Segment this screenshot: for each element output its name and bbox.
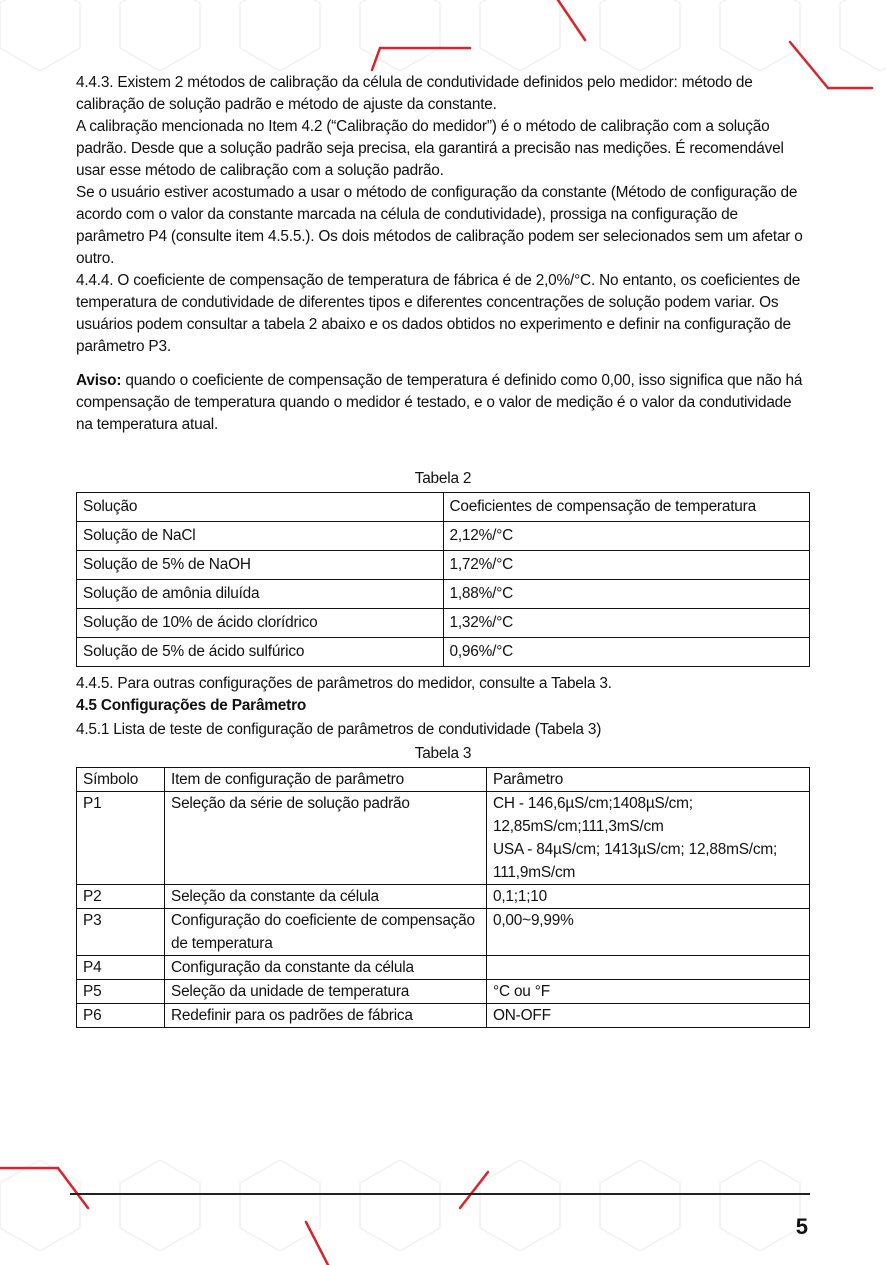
table-cell: 2,12%/°C: [443, 522, 810, 551]
page-content: [76, 72, 810, 1028]
paragraph-4-4-5: 4.4.5. Para outras configurações de parâmetros do medidor, consulte a Tabela 3.: [76, 675, 612, 692]
table-cell: Redefinir para os padrões de fábrica: [165, 1004, 487, 1028]
table-row: [77, 980, 810, 1004]
table-cell: Seleção da unidade de temperatura: [165, 980, 487, 1004]
table-2: [76, 492, 810, 667]
table-cell: 0,00~9,99%: [487, 909, 810, 956]
table-row: [77, 956, 810, 980]
table-cell: [487, 956, 810, 980]
table-row: [77, 638, 810, 667]
table-row: [77, 792, 810, 885]
table3-caption: Tabela 3: [414, 745, 472, 762]
table-row: [77, 885, 810, 909]
section-subtitle: 4.5.1 Lista de teste de configuração de parâmetros de condutividade (Tabela 3): [76, 721, 602, 738]
table-cell: Seleção da constante da célula: [165, 885, 487, 909]
table-cell: P1: [77, 792, 165, 885]
warning-label: Aviso:: [76, 372, 122, 389]
table3-header-item: Item de configuração de parâmetro: [165, 768, 487, 792]
table-cell: CH - 146,6µS/cm;1408µS/cm; 12,85mS/cm;111,3mS/cm USA - 84µS/cm; 1413µS/cm; 12,88mS/cm; 111,9mS/cm: [487, 792, 810, 885]
table3-header-symbol: Símbolo: [77, 768, 165, 792]
table-cell: 1,72%/°C: [443, 551, 810, 580]
table-cell: Solução de 5% de ácido sulfúrico: [77, 638, 444, 667]
table-row: [77, 909, 810, 956]
paragraph-calibration-standard: A calibração mencionada no Item 4.2 (“Calibração do medidor”) é o método de calibração com a solução padrão. Desde que a solução padrão seja precisa, ela garantirá a precisão nas medições. É recomendável usar esse método de calibração com a solução padrão.: [76, 118, 784, 179]
table-cell: Seleção da série de solução padrão: [165, 792, 487, 885]
table-cell: Configuração da constante da célula: [165, 956, 487, 980]
table-cell: P6: [77, 1004, 165, 1028]
table2-header-coefficient: Coeficientes de compensação de temperatura: [443, 493, 810, 522]
table-row: [77, 580, 810, 609]
table-header-row: [77, 493, 810, 522]
paragraph-constant-method: Se o usuário estiver acostumado a usar o método de configuração da constante (Método de configuração de acordo com o valor da constante marcada na célula de condutividade), prossiga na configuração de parâmetro P4 (consulte item 4.5.5.). Os dois métodos de calibração podem ser selecionados sem um afetar o outro.: [76, 184, 803, 267]
table-cell: P3: [77, 909, 165, 956]
warning-text: quando o coeficiente de compensação de temperatura é definido como 0,00, isso significa que não há compensação de temperatura quando o medidor é testado, e o valor de medição é o valor da condutividade na temperatura atual.: [76, 372, 803, 433]
table-cell: 1,88%/°C: [443, 580, 810, 609]
table-cell: 0,1;1;10: [487, 885, 810, 909]
paragraph-4-4-4: 4.4.4. O coeficiente de compensação de temperatura de fábrica é de 2,0%/°C. No entanto, os coeficientes de temperatura de condutividade de diferentes tipos e diferentes concentrações de solução podem variar. Os usuários podem consultar a tabela 2 abaixo e os dados obtidos no experimento e definir na configuração de parâmetro P3.: [76, 272, 801, 355]
page-number: 5: [795, 1214, 808, 1239]
table-cell: Solução de amônia diluída: [77, 580, 444, 609]
table2-caption: Tabela 2: [414, 470, 472, 487]
section-title: 4.5 Configurações de Parâmetro: [76, 697, 307, 714]
table-cell: Solução de 10% de ácido clorídrico: [77, 609, 444, 638]
table-cell: Solução de 5% de NaOH: [77, 551, 444, 580]
table-cell: °C ou °F: [487, 980, 810, 1004]
paragraph-4-4-3: 4.4.3. Existem 2 métodos de calibração da célula de condutividade definidos pelo medidor: método de calibração de solução padrão e método de ajuste da constante.: [76, 74, 753, 113]
table-header-row: [77, 768, 810, 792]
table-cell: Solução de NaCl: [77, 522, 444, 551]
table-cell: P4: [77, 956, 165, 980]
table-cell: P2: [77, 885, 165, 909]
table2-header-solution: Solução: [77, 493, 444, 522]
table-row: [77, 1004, 810, 1028]
table-row: [77, 551, 810, 580]
table3-header-parameter: Parâmetro: [487, 768, 810, 792]
table-row: [77, 609, 810, 638]
table-cell: ON-OFF: [487, 1004, 810, 1028]
table-cell: 0,96%/°C: [443, 638, 810, 667]
table-cell: Configuração do coeficiente de compensação de temperatura: [165, 909, 487, 956]
footer-divider: [70, 1193, 810, 1195]
warning-paragraph: [76, 370, 810, 436]
table-3: [76, 767, 810, 1028]
table-cell: P5: [77, 980, 165, 1004]
table-row: [77, 522, 810, 551]
table-cell: 1,32%/°C: [443, 609, 810, 638]
